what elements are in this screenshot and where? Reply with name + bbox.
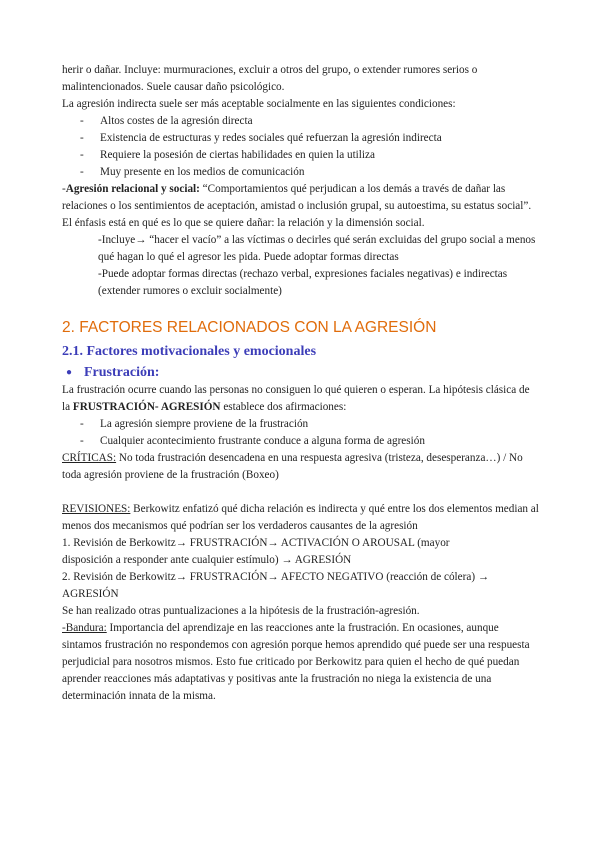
frustration-text-b: establece dos afirmaciones: bbox=[220, 401, 347, 413]
statements-list bbox=[62, 416, 540, 450]
revisiones-label: REVISIONES: bbox=[62, 503, 131, 515]
list-item: - Altos costes de la agresión directa bbox=[62, 113, 540, 130]
revision-1-cont: disposición a responder ante cualquier estímulo) → AGRESIÓN bbox=[62, 554, 352, 566]
section-heading: 2. FACTORES RELACIONADOS CON LA AGRESIÓN bbox=[62, 319, 437, 336]
paragraph-frustration bbox=[62, 382, 540, 416]
relational-sub-1: -Incluye→ “hacer el vacío” a las víctimas o decirles qué serán excluidas del grupo social a menos qué hagan lo qué el agresor les pida. Puede adoptar formas directas bbox=[98, 234, 536, 263]
paragraph-revisiones bbox=[62, 501, 540, 535]
list-item: - Existencia de estructuras y redes sociales qué refuerzan la agresión indirecta bbox=[62, 130, 540, 147]
conditions-list bbox=[62, 113, 540, 181]
revisiones-text: Berkowitz enfatizó qué dicha relación es indirecta y qué entre los dos elementos median al menos dos mecanismos qué podrían ser los verdaderos causantes de la agresión bbox=[62, 503, 539, 532]
bandura-label: -Bandura: bbox=[62, 622, 107, 634]
term-frustration-aggression: FRUSTRACIÓN- AGRESIÓN bbox=[72, 401, 221, 413]
relational-sub-2: -Puede adoptar formas directas (rechazo verbal, expresiones faciales negativas) e indirectas (extender rumores o excluir socialmente) bbox=[98, 268, 508, 297]
list-item: - Cualquier acontecimiento frustrante conduce a alguna forma de agresión bbox=[62, 433, 540, 450]
criticas-label: CRÍTICAS: bbox=[62, 452, 117, 464]
blank-line bbox=[62, 484, 540, 501]
paragraph-relational bbox=[62, 181, 540, 232]
bullet-icon: ● bbox=[66, 367, 73, 378]
list-item: - Requiere la posesión de ciertas habilidades en quien la utiliza bbox=[62, 147, 540, 164]
revision-2-cont: AGRESIÓN bbox=[62, 588, 119, 600]
criticas-text: No toda frustración desencadena en una respuesta agresiva (tristeza, desesperanza…) / No toda agresión proviene de la frustración (Boxeo) bbox=[62, 452, 523, 481]
subsection-heading: 2.1. Factores motivacionales y emocionales bbox=[62, 344, 317, 359]
revision-2: 2. Revisión de Berkowitz→ FRUSTRACIÓN→ AFECTO NEGATIVO (reacción de cólera) → bbox=[62, 571, 490, 583]
paragraph-criticas bbox=[62, 450, 540, 484]
bandura-text: Importancia del aprendizaje en las reacciones ante la frustración. En ocasiones, aunque sintamos frustración no respondemos con agresión porque hemos aprendido qué puede ser una respuesta perjudicial para nosotros mismos. Esto fue criticado por Berkowitz para quien el hecho de qué puedan aprender reacciones más adaptativas y positivas ante la frustración no niega la existencia de una determinación innata de la misma. bbox=[62, 622, 530, 702]
bullet-heading bbox=[62, 363, 540, 382]
paragraph-intro: herir o dañar. Incluye: murmuraciones, excluir a otros del grupo, o extender rumores serios o malintencionados. Suele causar daño psicológico. bbox=[62, 64, 478, 93]
bullet-heading-text: Frustración: bbox=[84, 365, 160, 380]
relational-definition: “Comportamientos qué perjudican a los demás a través de dañar las relaciones o los sentimientos de aceptación, amistad o inclusión grupal, su autoestima, su estatus social”. El énfasis está en qué es lo que se quiere dañar: la relación y la dimensión social. bbox=[62, 183, 532, 229]
frustration-text-a: La frustración ocurre cuando las personas no consiguen lo qué quieren o esperan. La hipótesis clásica de la bbox=[62, 384, 530, 413]
dash-prefix: - bbox=[62, 183, 66, 195]
paragraph-extra: Se han realizado otras puntualizaciones a la hipótesis de la frustración-agresión. bbox=[62, 605, 420, 617]
revision-1: 1. Revisión de Berkowitz→ FRUSTRACIÓN→ ACTIVACIÓN O AROUSAL (mayor bbox=[62, 537, 450, 549]
paragraph-bandura bbox=[62, 620, 540, 705]
document-page bbox=[62, 62, 540, 705]
term-relational-aggression: Agresión relacional y social: bbox=[65, 183, 200, 195]
list-item: - La agresión siempre proviene de la frustración bbox=[62, 416, 540, 433]
paragraph-conditions: La agresión indirecta suele ser más aceptable socialmente en las siguientes condiciones: bbox=[62, 98, 456, 110]
list-item: - Muy presente en los medios de comunicación bbox=[62, 164, 540, 181]
